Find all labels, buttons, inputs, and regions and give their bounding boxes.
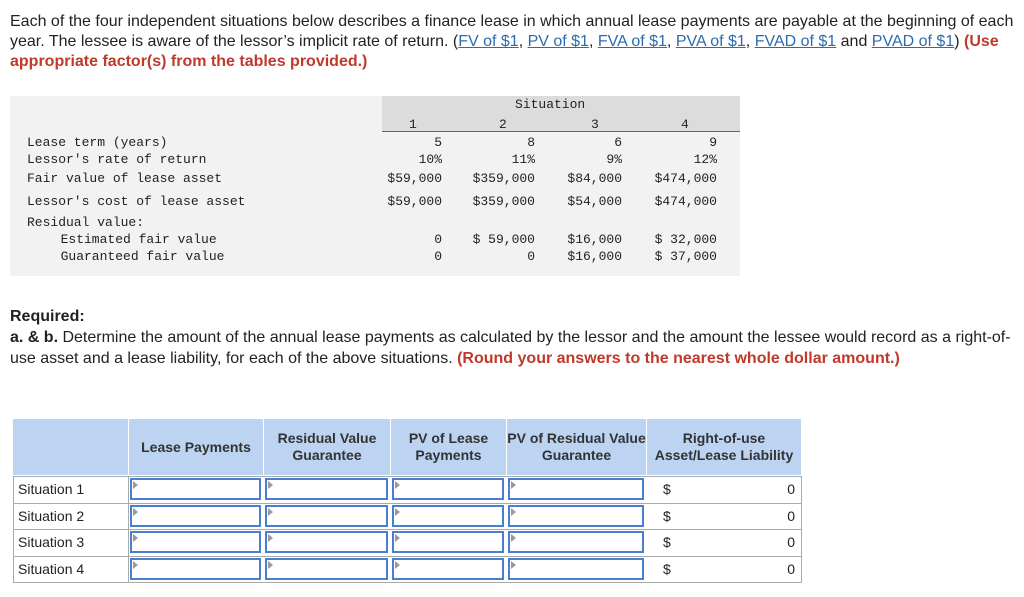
rou-asset-value: 0 [787, 561, 795, 577]
situation-row-label: Residual value: [27, 215, 145, 230]
situation-number: 3 [591, 117, 599, 132]
situation-row-label: Situation 2 [18, 508, 85, 524]
residual-guarantee-header: Residual Value Guarantee [264, 419, 390, 475]
pv-residual-input[interactable] [508, 505, 644, 527]
situation-number: 1 [409, 117, 417, 132]
situation-value: 5 [434, 135, 442, 150]
situation-row-label: Situation 1 [18, 481, 85, 497]
situation-row-label: Estimated fair value [45, 232, 217, 247]
required-heading: Required: [10, 308, 85, 325]
situation-value: $474,000 [654, 194, 717, 209]
rou-asset-value: 0 [787, 508, 795, 524]
situation-value: 8 [527, 135, 535, 150]
residual-guarantee-input[interactable] [265, 558, 388, 580]
pv-lease-payments-input[interactable] [392, 558, 504, 580]
input-marker-icon [133, 561, 138, 569]
situation-value: 9 [709, 135, 717, 150]
situation-row-label: Fair value of lease asset [27, 171, 223, 186]
required-instruction: (Round your answers to the nearest whole dollar amount.) [457, 350, 900, 367]
intro-text: Each of the four independent situations below describes a finance lease in which annual lease payments are payable at the beginning of each year. The lessee is aware of the lessor’s implicit rate of return. ( [10, 13, 1014, 50]
input-marker-icon [511, 508, 516, 516]
situation-value: $16,000 [567, 249, 622, 264]
dollar-sign: $ [663, 534, 671, 550]
input-marker-icon [268, 481, 273, 489]
input-marker-icon [133, 534, 138, 542]
situation-value: 0 [434, 249, 442, 264]
situation-value: 11% [511, 152, 535, 167]
input-marker-icon [511, 534, 516, 542]
situation-row-label: Lease term (years) [27, 135, 168, 150]
situation-value: $54,000 [567, 194, 622, 209]
input-marker-icon [268, 561, 273, 569]
input-marker-icon [268, 534, 273, 542]
pv-lease-payments-input[interactable] [392, 478, 504, 500]
intro-instruction: (Use appropriate factor(s) from the tables provided.) [10, 33, 999, 70]
link-fv[interactable]: FV of $1 [458, 33, 519, 50]
link-fvad[interactable]: FVAD of $1 [754, 33, 837, 50]
situation-value: 0 [527, 249, 535, 264]
situation-row-label: Situation 4 [18, 561, 85, 577]
input-marker-icon [395, 534, 400, 542]
situation-value: $59,000 [387, 194, 442, 209]
situation-value: 6 [614, 135, 622, 150]
situation-row-label: Situation 3 [18, 534, 85, 550]
rou-asset-value: 0 [787, 534, 795, 550]
dollar-sign: $ [663, 508, 671, 524]
situation-value: 12% [693, 152, 717, 167]
rou-asset-value: 0 [787, 481, 795, 497]
pv-residual-input[interactable] [508, 558, 644, 580]
situation-row-label: Lessor's rate of return [27, 152, 207, 167]
link-pv[interactable]: PV of $1 [527, 33, 589, 50]
input-marker-icon [395, 561, 400, 569]
pv-lease-payments-input[interactable] [392, 505, 504, 527]
required-ab: a. & b. [10, 329, 59, 346]
situation-row-label: Guaranteed fair value [45, 249, 225, 264]
pv-lease-payments-input[interactable] [392, 531, 504, 553]
situation-value: $16,000 [567, 232, 622, 247]
input-marker-icon [133, 481, 138, 489]
dollar-sign: $ [663, 561, 671, 577]
lease-payments-input[interactable] [130, 505, 261, 527]
situation-value: $359,000 [472, 171, 535, 186]
intro-paragraph: Each of the four independent situations below describes a finance lease in which annual lease payments are payable at the beginning of each year. The lessee is aware of the lessor’s implicit rate of return. (FV of $1, PV of $1, FVA of $1, PVA of $1, FVAD of $1 and PVAD of $1) (Use appropriate factor(s) from the tables provided.) [10, 13, 1014, 70]
situation-value: 0 [434, 232, 442, 247]
situation-value: 10% [418, 152, 442, 167]
situation-value: $ 59,000 [472, 232, 535, 247]
situation-value: $84,000 [567, 171, 622, 186]
situation-number: 4 [681, 117, 689, 132]
input-marker-icon [133, 508, 138, 516]
pv-residual-input[interactable] [508, 478, 644, 500]
input-marker-icon [511, 481, 516, 489]
link-fva[interactable]: FVA of $1 [597, 33, 667, 50]
situation-title: Situation [515, 97, 586, 112]
pv-lease-payments-header: PV of Lease Payments [391, 419, 506, 475]
situation-value: $359,000 [472, 194, 535, 209]
dollar-sign: $ [663, 481, 671, 497]
situation-value: 9% [606, 152, 622, 167]
pv-residual-input[interactable] [508, 531, 644, 553]
situations-table [10, 96, 740, 276]
required-section [10, 306, 1015, 369]
situation-row-label: Lessor's cost of lease asset [27, 194, 246, 209]
required-text: Determine the amount of the annual lease payments as calculated by the lessor and the amount the lessee would record as a right-of-use asset and a lease liability, for each of the above situations. [10, 329, 1011, 367]
input-marker-icon [395, 508, 400, 516]
residual-guarantee-input[interactable] [265, 478, 388, 500]
situation-number: 2 [499, 117, 507, 132]
situation-value: $ 37,000 [654, 249, 717, 264]
situation-value: $ 32,000 [654, 232, 717, 247]
input-marker-icon [395, 481, 400, 489]
situation-value: $474,000 [654, 171, 717, 186]
lease-payments-input[interactable] [130, 531, 261, 553]
input-marker-icon [511, 561, 516, 569]
input-marker-icon [268, 508, 273, 516]
pv-residual-header: PV of Residual Value Guarantee [507, 419, 646, 475]
lease-payments-header: Lease Payments [129, 419, 263, 475]
link-pva[interactable]: PVA of $1 [675, 33, 746, 50]
link-pvad[interactable]: PVAD of $1 [871, 33, 955, 50]
residual-guarantee-input[interactable] [265, 505, 388, 527]
rou-asset-header: Right-of-use Asset/Lease Liability [647, 419, 801, 475]
situation-value: $59,000 [387, 171, 442, 186]
lease-payments-input[interactable] [130, 558, 261, 580]
residual-guarantee-input[interactable] [265, 531, 388, 553]
lease-payments-input[interactable] [130, 478, 261, 500]
